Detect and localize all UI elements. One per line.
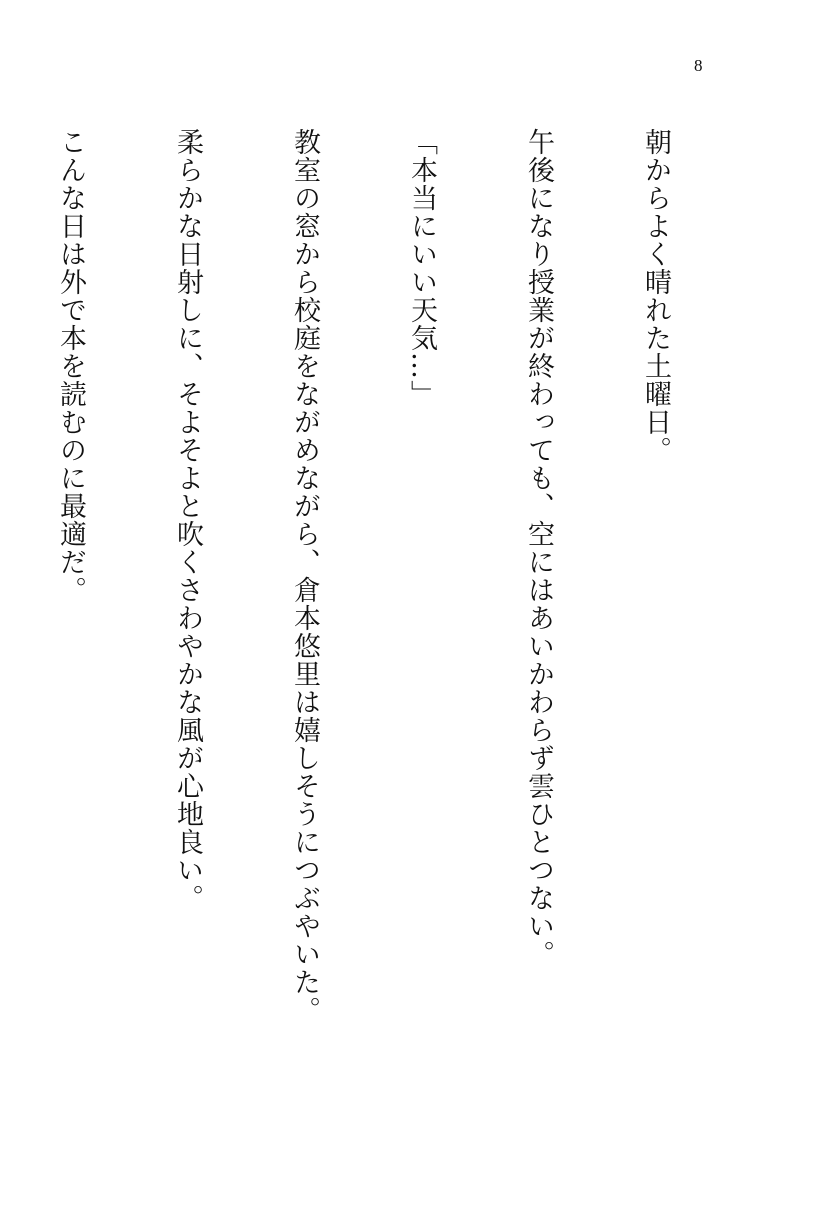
vertical-text-body — [0, 128, 753, 1138]
text-line: こんな日は外で本を読むのに最適だ。 — [55, 128, 86, 604]
text-line: 午後になり授業が終わっても、空にはあいかわらず雲ひとつない。 — [523, 128, 554, 968]
text-line: 朝からよく晴れた土曜日。 — [640, 128, 671, 464]
page-number: 8 — [694, 56, 703, 75]
text-line: 「本当にいい天気…」 — [406, 128, 437, 408]
text-line: 教室の窓から校庭をながめながら、倉本悠里は嬉しそうにつぶやいた。 — [289, 128, 320, 1024]
text-line: 柔らかな日射しに、そよそよと吹くさわやかな風が心地良い。 — [172, 128, 203, 912]
